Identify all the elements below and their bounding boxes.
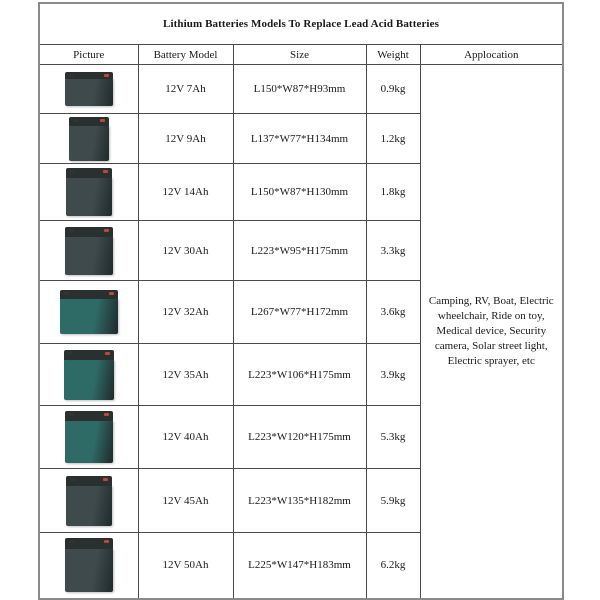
battery-models-table <box>38 2 564 600</box>
battery-size: L223*W120*H175mm <box>233 406 366 469</box>
battery-case <box>65 236 113 275</box>
battery-weight: 1.2kg <box>366 114 420 164</box>
battery-model: 12V 32Ah <box>138 281 233 344</box>
battery-picture <box>39 114 138 164</box>
battery-case <box>60 298 118 334</box>
battery-case <box>65 548 113 592</box>
battery-case <box>66 177 112 216</box>
negative-terminal-icon <box>69 229 74 232</box>
positive-terminal-icon <box>100 119 105 122</box>
battery-image <box>65 72 113 106</box>
negative-terminal-icon <box>70 170 75 173</box>
battery-image <box>65 538 113 592</box>
positive-terminal-icon <box>103 170 108 173</box>
col-header-size: Size <box>233 45 366 65</box>
negative-terminal-icon <box>69 74 74 77</box>
battery-case <box>66 485 112 526</box>
battery-size: L150*W87*H93mm <box>233 65 366 114</box>
battery-image <box>64 350 114 400</box>
battery-image <box>69 117 109 161</box>
battery-case <box>64 359 114 400</box>
battery-weight: 5.3kg <box>366 406 420 469</box>
battery-model: 12V 40Ah <box>138 406 233 469</box>
battery-image <box>60 290 118 334</box>
battery-picture <box>39 65 138 114</box>
battery-model: 12V 35Ah <box>138 344 233 406</box>
battery-picture <box>39 281 138 344</box>
battery-model: 12V 9Ah <box>138 114 233 164</box>
battery-size: L137*W77*H134mm <box>233 114 366 164</box>
battery-picture <box>39 221 138 281</box>
positive-terminal-icon <box>104 540 109 543</box>
col-header-picture: Picture <box>39 45 138 65</box>
battery-picture <box>39 344 138 406</box>
application-cell: Camping, RV, Boat, Electric wheelchair, Ride on toy, Medical device, Security camera, Solar street light, Electric sprayer, etc <box>420 65 563 599</box>
positive-terminal-icon <box>104 74 109 77</box>
battery-size: L223*W106*H175mm <box>233 344 366 406</box>
battery-size: L150*W87*H130mm <box>233 164 366 221</box>
col-header-battery-model: Battery Model <box>138 45 233 65</box>
battery-weight: 3.6kg <box>366 281 420 344</box>
battery-picture <box>39 533 138 599</box>
negative-terminal-icon <box>69 413 74 416</box>
table-title: Lithium Batteries Models To Replace Lead Acid Batteries <box>39 3 563 45</box>
battery-size: L223*W135*H182mm <box>233 469 366 533</box>
negative-terminal-icon <box>64 292 69 295</box>
battery-picture <box>39 164 138 221</box>
battery-image <box>66 168 112 216</box>
battery-size: L225*W147*H183mm <box>233 533 366 599</box>
battery-weight: 5.9kg <box>366 469 420 533</box>
battery-picture <box>39 469 138 533</box>
battery-size: L267*W77*H172mm <box>233 281 366 344</box>
positive-terminal-icon <box>104 413 109 416</box>
battery-case <box>65 420 113 463</box>
battery-weight: 0.9kg <box>366 65 420 114</box>
battery-model: 12V 30Ah <box>138 221 233 281</box>
battery-picture <box>39 406 138 469</box>
negative-terminal-icon <box>73 119 78 122</box>
negative-terminal-icon <box>68 352 73 355</box>
col-header-weight: Weight <box>366 45 420 65</box>
battery-weight: 3.3kg <box>366 221 420 281</box>
header-row <box>39 45 563 65</box>
battery-image <box>65 411 113 463</box>
battery-model: 12V 45Ah <box>138 469 233 533</box>
battery-model: 12V 7Ah <box>138 65 233 114</box>
battery-model: 12V 50Ah <box>138 533 233 599</box>
battery-weight: 6.2kg <box>366 533 420 599</box>
positive-terminal-icon <box>103 478 108 481</box>
battery-weight: 3.9kg <box>366 344 420 406</box>
battery-image <box>66 476 112 526</box>
negative-terminal-icon <box>70 478 75 481</box>
battery-size: L223*W95*H175mm <box>233 221 366 281</box>
battery-image <box>65 227 113 275</box>
positive-terminal-icon <box>105 352 110 355</box>
battery-weight: 1.8kg <box>366 164 420 221</box>
battery-case <box>69 125 109 161</box>
battery-model: 12V 14Ah <box>138 164 233 221</box>
positive-terminal-icon <box>104 229 109 232</box>
battery-case <box>65 78 113 106</box>
negative-terminal-icon <box>69 540 74 543</box>
positive-terminal-icon <box>109 292 114 295</box>
table-row <box>39 65 563 114</box>
col-header-application: Applocation <box>420 45 563 65</box>
